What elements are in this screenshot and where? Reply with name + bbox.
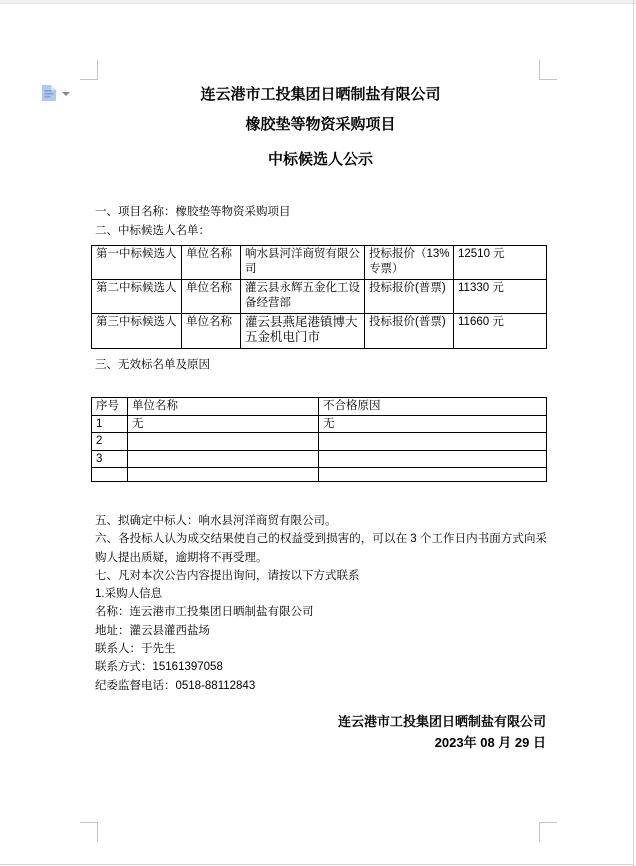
candidate-company: 灌云县燕尾港镇博大五金机电门市 (241, 314, 365, 349)
table-row (92, 246, 547, 280)
signature-block (95, 711, 546, 753)
paste-options-button[interactable] (41, 84, 73, 104)
unit-name-label: 单位名称 (182, 280, 241, 314)
section-1-project-name: 一、项目名称：橡胶垫等物资采购项目 (95, 206, 291, 218)
row-index (92, 468, 128, 482)
margin-crop-mark-top-left (80, 60, 98, 80)
buyer-contact-person: 联系人：于先生 (95, 643, 176, 656)
row-unit-name (128, 468, 319, 482)
page-top-edge (0, 0, 636, 4)
document-title-project: 橡胶垫等物资采购项目 (245, 116, 396, 133)
buyer-contact-phone: 联系方式：15161397058 (95, 661, 223, 674)
table-row (92, 280, 547, 314)
body-paragraphs (95, 512, 547, 695)
table-row (92, 314, 547, 349)
section-6-objection-notice: 六、各投标人认为成交结果使自己的权益受到损害的，可以在 3 个工作日内书面方式向采购人提出质疑，逾期将不再受理。 (95, 533, 547, 564)
candidates-table (91, 245, 547, 349)
section-3-invalid-bids-heading: 三、无效标名单及原因 (95, 359, 210, 371)
row-unit-name (128, 451, 319, 468)
quote-price: 11330 元 (454, 280, 547, 314)
buyer-name: 名称：连云港市工投集团日晒制盐有限公司 (95, 606, 314, 619)
row-reason (319, 468, 547, 482)
buyer-address: 地址：灌云县灌西盐场 (95, 624, 210, 637)
quote-label: 投标报价(普票) (365, 280, 454, 314)
candidate-company: 灌云县永辉五金化工设备经营部 (241, 280, 365, 314)
row-unit-name: 无 (128, 416, 319, 433)
row-index: 1 (92, 416, 128, 433)
invalid-bids-table (91, 397, 547, 482)
page-right-edge (633, 0, 634, 866)
row-reason (319, 433, 547, 451)
unit-name-label: 单位名称 (182, 314, 241, 349)
col-header-reason: 不合格原因 (319, 398, 547, 416)
table-row (92, 451, 547, 468)
row-reason: 无 (319, 416, 547, 433)
unit-name-label: 单位名称 (182, 246, 241, 280)
row-index: 3 (92, 451, 128, 468)
margin-crop-mark-bottom-left (80, 822, 98, 842)
quote-price: 11660 元 (454, 314, 547, 349)
quote-price: 12510 元 (454, 246, 547, 280)
buyer-info-heading: 1.采购人信息 (95, 588, 163, 601)
page-bottom-edge (0, 864, 634, 865)
candidate-rank: 第三中标候选人 (92, 314, 182, 349)
table-row (92, 468, 547, 482)
section-2-candidate-list-heading: 二、中标候选人名单： (95, 225, 210, 237)
row-unit-name (128, 433, 319, 451)
col-header-unit-name: 单位名称 (128, 398, 319, 416)
candidate-rank: 第二中标候选人 (92, 280, 182, 314)
col-header-index: 序号 (92, 398, 128, 416)
section-5-winner: 五、拟确定中标人：响水县河洋商贸有限公司。 (95, 515, 337, 527)
table-row (92, 416, 547, 433)
document-title-company: 连云港市工投集团日晒制盐有限公司 (200, 86, 441, 103)
signature-company: 连云港市工投集团日晒制盐有限公司 (337, 714, 546, 729)
candidate-company: 响水县河洋商贸有限公司 (241, 246, 365, 280)
row-reason (319, 451, 547, 468)
table-row (92, 433, 547, 451)
row-index: 2 (92, 433, 128, 451)
margin-crop-mark-top-right (539, 60, 557, 80)
margin-crop-mark-bottom-right (539, 822, 557, 842)
dropdown-arrow-icon[interactable] (62, 92, 70, 96)
document-title-announcement: 中标候选人公示 (267, 151, 373, 168)
supervision-phone: 纪委监督电话：0518-88112843 (95, 679, 256, 692)
quote-label: 投标报价（13%专票） (365, 246, 454, 280)
quote-label: 投标报价(普票) (365, 314, 454, 349)
section-7-contact-heading: 七、凡对本次公告内容提出询问，请按以下方式联系 (95, 569, 360, 582)
table-header-row (92, 398, 547, 416)
sections-1-2 (95, 203, 550, 241)
candidate-rank: 第一中标候选人 (92, 246, 182, 280)
signature-date: 2023年 08 月 29 日 (434, 735, 546, 750)
